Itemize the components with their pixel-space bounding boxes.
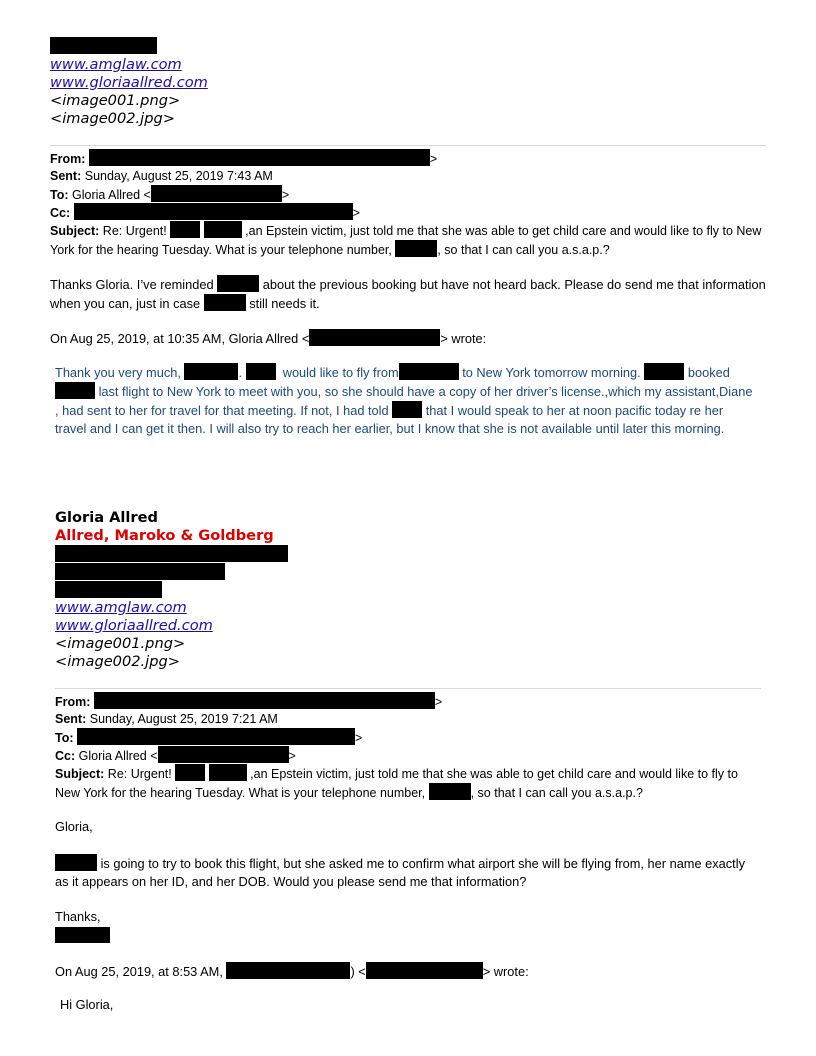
redaction-block bbox=[644, 363, 684, 380]
redaction-block bbox=[175, 764, 205, 781]
from-label: From: bbox=[50, 152, 86, 166]
sent-value: Sunday, August 25, 2019 7:43 AM bbox=[84, 169, 273, 183]
email1-subject bbox=[50, 221, 766, 259]
email1-attribution bbox=[50, 329, 486, 348]
email2-hi: Hi Gloria, bbox=[60, 997, 114, 1012]
attribution-text: > wrote: bbox=[482, 964, 529, 979]
email1-from: From: > bbox=[50, 149, 437, 168]
body-text: about the previous booking but have not heard back. Please do send me that information when you can, just in case bbox=[50, 277, 766, 311]
cc-label: Cc: bbox=[55, 749, 76, 763]
attachment-image001: <image001.png> bbox=[55, 635, 186, 652]
to-label: To: bbox=[50, 188, 69, 202]
gloriaallred-link[interactable]: www.gloriaallred.com bbox=[50, 74, 208, 91]
redaction-block bbox=[55, 581, 162, 598]
attribution-text: On Aug 25, 2019, at 10:35 AM, Gloria Allred < bbox=[50, 331, 310, 346]
redaction-block bbox=[246, 363, 276, 380]
redaction-block bbox=[209, 764, 247, 781]
email2-body bbox=[55, 854, 761, 891]
quoted-text: . bbox=[238, 365, 243, 380]
attachment-image002: <image002.jpg> bbox=[50, 110, 175, 127]
to-label: To: bbox=[55, 731, 74, 745]
email2-cc: Cc: Gloria Allred < > bbox=[55, 746, 296, 765]
email1-cc: Cc: > bbox=[50, 203, 360, 222]
quoted-text: Thank you very much, bbox=[55, 365, 181, 380]
email1-sent bbox=[50, 167, 273, 185]
subject-text: Re: Urgent! bbox=[102, 224, 167, 238]
redaction-block bbox=[55, 854, 97, 871]
redaction-block bbox=[204, 294, 246, 311]
attachment-image001: <image001.png> bbox=[50, 92, 181, 109]
subject-label: Subject: bbox=[55, 767, 105, 781]
quoted-message bbox=[55, 363, 755, 438]
email2-subject bbox=[55, 764, 761, 802]
email2-attribution bbox=[55, 962, 529, 981]
body-text: Thanks Gloria. I’ve reminded bbox=[50, 277, 214, 292]
redaction-block bbox=[392, 401, 422, 418]
gloriaallred-link[interactable]: www.gloriaallred.com bbox=[55, 617, 213, 634]
redaction-block bbox=[151, 185, 282, 202]
sent-value: Sunday, August 25, 2019 7:21 AM bbox=[89, 712, 278, 726]
redaction-block bbox=[55, 382, 95, 399]
redaction-block bbox=[395, 240, 437, 257]
subject-text: ,an Epstein victim, just told me that she was able to get child care and would like to fly to New York for the hearing Tuesday. What is your telephone number, bbox=[50, 224, 762, 257]
email2-to: To: > bbox=[55, 728, 362, 747]
email2-greeting: Gloria, bbox=[55, 819, 93, 834]
redaction-block bbox=[217, 275, 259, 292]
redaction-block bbox=[55, 927, 110, 943]
amglaw-link[interactable]: www.amglaw.com bbox=[50, 56, 182, 73]
subject-label: Subject: bbox=[50, 224, 100, 238]
redaction-block bbox=[55, 545, 288, 562]
quoted-text: that I would speak to her at noon pacific today re her travel and I can get it then. I will also try to reach her earlier, but I know that she is not available until later this morning. bbox=[55, 403, 725, 436]
redaction-block bbox=[170, 221, 200, 238]
sent-label: Sent: bbox=[50, 169, 82, 183]
email1-body bbox=[50, 275, 766, 313]
redaction-block bbox=[184, 363, 238, 380]
subject-text: Re: Urgent! bbox=[107, 767, 172, 781]
redaction-block bbox=[366, 962, 483, 979]
subject-text: , so that I can call you a.s.a.p.? bbox=[470, 786, 643, 800]
email2-sent bbox=[55, 710, 278, 728]
quoted-text: would like to fly from bbox=[282, 365, 399, 380]
divider bbox=[50, 145, 766, 146]
body-text: still needs it. bbox=[249, 296, 320, 311]
divider bbox=[55, 688, 761, 689]
quoted-text: last flight to New York to meet with you, so she should have a copy of her driver’s license.,which my assistant,Diane , had sent to her for travel for that meeting. If not, I had told bbox=[55, 384, 753, 418]
attribution-text: On Aug 25, 2019, at 8:53 AM, bbox=[55, 964, 223, 979]
redaction-block bbox=[429, 783, 471, 800]
from-label: From: bbox=[55, 695, 91, 709]
redaction-block bbox=[158, 746, 289, 763]
attribution-text: ) < bbox=[350, 964, 366, 979]
subject-text: , so that I can call you a.s.a.p.? bbox=[437, 243, 610, 257]
sent-label: Sent: bbox=[55, 712, 87, 726]
quoted-text: to New York tomorrow morning. bbox=[462, 365, 641, 380]
to-value: Gloria Allred < bbox=[72, 188, 151, 202]
redaction-block bbox=[94, 692, 435, 709]
body-text: is going to try to book this flight, but she asked me to confirm what airport she will be flying from, her name exactly as it appears on her ID, and her DOB. Would you please send me that information? bbox=[55, 856, 745, 889]
redaction-block bbox=[89, 149, 430, 166]
attribution-text: > wrote: bbox=[440, 331, 487, 346]
cc-value: Gloria Allred < bbox=[78, 749, 158, 763]
signature-firm: Allred, Maroko & Goldberg bbox=[55, 527, 274, 544]
signature-name: Gloria Allred bbox=[55, 509, 158, 526]
redaction-block bbox=[55, 563, 225, 580]
amglaw-link[interactable]: www.amglaw.com bbox=[55, 599, 187, 616]
quoted-text: booked bbox=[687, 365, 730, 380]
redaction-block bbox=[77, 728, 355, 745]
redaction-block bbox=[50, 37, 157, 54]
redaction-block bbox=[309, 329, 440, 346]
redaction-block bbox=[226, 962, 350, 979]
email1-to: To: Gloria Allred < > bbox=[50, 185, 289, 204]
redaction-block bbox=[204, 221, 242, 238]
redaction-block bbox=[399, 363, 459, 380]
redaction-block bbox=[74, 203, 353, 220]
email2-from: From: > bbox=[55, 692, 442, 711]
attachment-image002: <image002.jpg> bbox=[55, 653, 180, 670]
email2-thanks: Thanks, bbox=[55, 909, 101, 924]
cc-label: Cc: bbox=[50, 206, 71, 220]
subject-text: ,an Epstein victim, just told me that she was able to get child care and would like to fly to New York for the hearing Tuesday. What is your telephone number, bbox=[55, 767, 738, 800]
